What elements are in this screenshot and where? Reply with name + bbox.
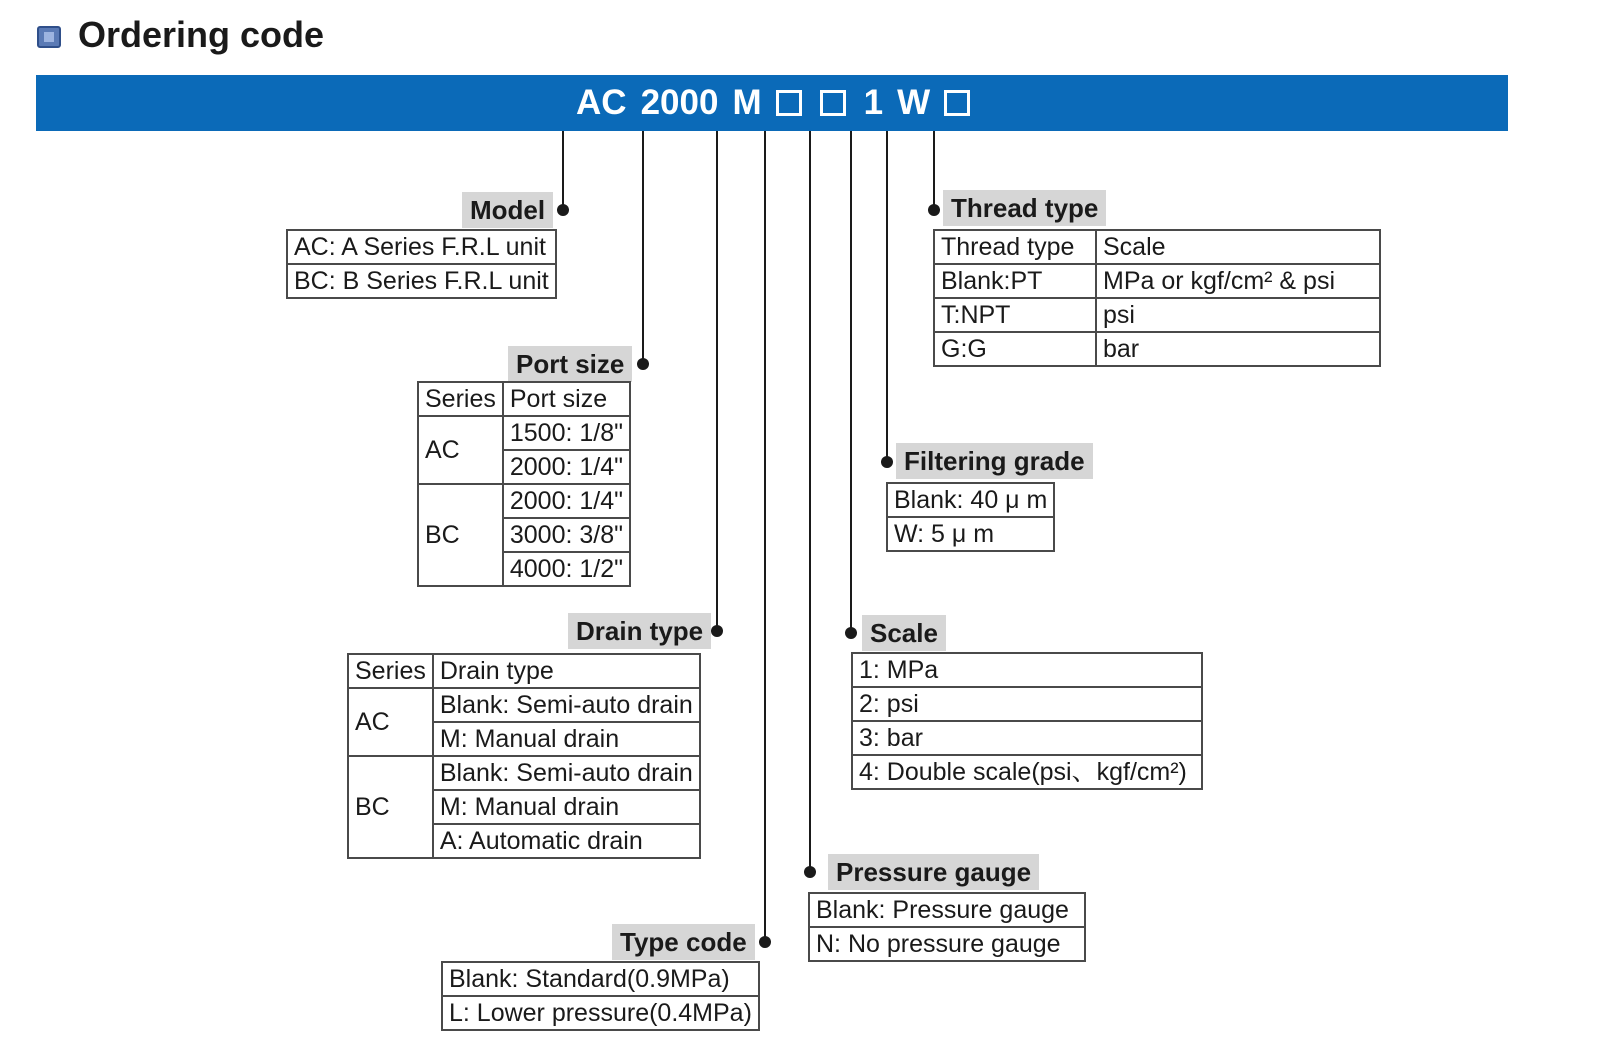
table-row (418, 416, 630, 450)
table-row (418, 484, 630, 518)
table-cell: Blank: 40 μ m (887, 483, 1054, 517)
code-port-size: 2000 (640, 83, 719, 122)
table-row (934, 298, 1380, 332)
thread-type-label: Thread type (943, 190, 1106, 226)
table-cell: M: Manual drain (433, 722, 700, 756)
dot-type-code (759, 936, 771, 948)
table-cell: A: Automatic drain (433, 824, 700, 858)
table-cell: 3: bar (852, 721, 1202, 755)
table-cell: MPa or kgf/cm² & psi (1096, 264, 1380, 298)
table-row (852, 755, 1202, 789)
filtering-grade-table (886, 482, 1055, 552)
table-cell: 4000: 1/2" (503, 552, 630, 586)
table-cell: 1: MPa (852, 653, 1202, 687)
table-row (442, 962, 759, 996)
table-header: Drain type (433, 654, 700, 688)
table-cell: Blank: Standard(0.9MPa) (442, 962, 759, 996)
table-row (348, 756, 700, 790)
type-code-label: Type code (612, 924, 755, 960)
table-row (934, 230, 1380, 264)
dot-scale (845, 627, 857, 639)
table-row (442, 996, 759, 1030)
table-cell: Blank: Pressure gauge (809, 893, 1085, 927)
table-row (287, 230, 556, 264)
series-cell: BC (348, 756, 433, 858)
table-cell: G:G (934, 332, 1096, 366)
table-cell: Blank: Semi-auto drain (433, 756, 700, 790)
table-cell: 2000: 1/4" (503, 450, 630, 484)
table-row (418, 382, 630, 416)
dot-thread-type (928, 204, 940, 216)
table-header: Series (418, 382, 503, 416)
filtering-grade-label: Filtering grade (896, 443, 1093, 479)
table-cell: N: No pressure gauge (809, 927, 1085, 961)
table-row (852, 687, 1202, 721)
model-table (286, 229, 557, 299)
table-row (852, 721, 1202, 755)
dot-port-size (637, 358, 649, 370)
port-size-label: Port size (508, 346, 632, 382)
table-row (348, 688, 700, 722)
code-drain-type: M (732, 83, 762, 122)
table-row (887, 483, 1054, 517)
port-size-table (417, 381, 631, 587)
table-cell: AC: A Series F.R.L unit (287, 230, 556, 264)
table-cell: 2000: 1/4" (503, 484, 630, 518)
table-row (852, 653, 1202, 687)
table-cell: 4: Double scale(psi、kgf/cm²) (852, 755, 1202, 789)
scale-table (851, 652, 1203, 790)
table-cell: L: Lower pressure(0.4MPa) (442, 996, 759, 1030)
type-code-table (441, 961, 760, 1031)
table-cell: W: 5 μ m (887, 517, 1054, 551)
table-cell: psi (1096, 298, 1380, 332)
table-header: Port size (503, 382, 630, 416)
table-row (887, 517, 1054, 551)
table-header: Scale (1096, 230, 1380, 264)
table-cell: M: Manual drain (433, 790, 700, 824)
table-cell: bar (1096, 332, 1380, 366)
code-model: AC (576, 83, 627, 122)
code-scale: 1 (863, 83, 884, 122)
scale-label: Scale (862, 615, 946, 651)
pressure-gauge-table (808, 892, 1086, 962)
table-row (934, 264, 1380, 298)
dot-filtering-grade (881, 456, 893, 468)
table-row (934, 332, 1380, 366)
table-cell: BC: B Series F.R.L unit (287, 264, 556, 298)
table-row (287, 264, 556, 298)
series-cell: BC (418, 484, 503, 586)
page-title: Ordering code (78, 14, 325, 55)
thread-type-table (933, 229, 1381, 367)
table-header: Thread type (934, 230, 1096, 264)
table-cell: T:NPT (934, 298, 1096, 332)
model-label: Model (462, 192, 553, 228)
code-filtering-grade: W (897, 83, 931, 122)
table-row (809, 927, 1085, 961)
dot-model (557, 204, 569, 216)
pressure-gauge-label: Pressure gauge (828, 854, 1039, 890)
series-cell: AC (418, 416, 503, 484)
drain-type-table (347, 653, 701, 859)
table-row (348, 654, 700, 688)
dot-pressure-gauge (804, 866, 816, 878)
table-header: Series (348, 654, 433, 688)
table-cell: Blank: Semi-auto drain (433, 688, 700, 722)
table-cell: 2: psi (852, 687, 1202, 721)
table-cell: 3000: 3/8" (503, 518, 630, 552)
table-cell: Blank:PT (934, 264, 1096, 298)
series-cell: AC (348, 688, 433, 756)
table-cell: 1500: 1/8" (503, 416, 630, 450)
dot-drain-type (711, 625, 723, 637)
table-row (809, 893, 1085, 927)
drain-type-label: Drain type (568, 613, 711, 649)
